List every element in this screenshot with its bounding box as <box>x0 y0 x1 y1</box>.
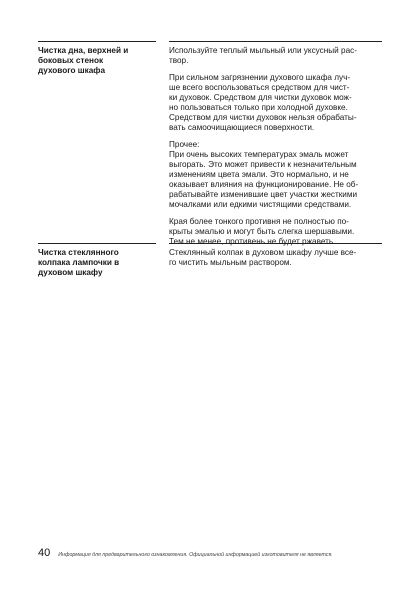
paragraph: Используйте теплый мыльный или уксусный рас- твор. <box>169 46 357 65</box>
section-body <box>169 41 382 254</box>
paragraph: Края более тонкого противня не полностью по- крыты эмалью и могут быть слегка шершавыми. Тем не менее, противень не будет ржаветь. <box>169 217 355 246</box>
section-lamp-glass-cover <box>38 243 382 278</box>
page-number: 40 <box>38 547 51 559</box>
section-body <box>169 243 382 278</box>
paragraph: Прочее: При очень высоких температурах эмаль может выгорать. Это может привести к незначительным изменениям цвета эмали. Это нормально, и не оказывает влияния на функционирование. Не об- рабатывайте изменившие цвет участки жесткими мочалками или едкими чистящими средствами. <box>169 140 359 209</box>
section-heading: Чистка стеклянного колпака лампочки в духовом шкафу <box>38 243 156 278</box>
page-footer <box>38 547 333 559</box>
section-heading: Чистка дна, верхней и боковых стенок духового шкафа <box>38 41 156 254</box>
paragraph: Стеклянный колпак в духовом шкафу лучше все- го чистить мыльным раствором. <box>169 248 357 267</box>
section-bottom-top-side-walls <box>38 41 382 254</box>
footer-disclaimer: Информация для предварительного ознакомления. Официальной информацией изготовителя не является. <box>58 552 333 558</box>
paragraph: При сильном загрязнении духового шкафа луч- ше всего воспользоваться средством для чист- ки духовок. Средством для чистки духовок мож- но пользоваться только при холодной духовке. Средством для чистки духовок нельзя обрабаты- вать самоочищающиеся поверхности. <box>169 73 357 132</box>
